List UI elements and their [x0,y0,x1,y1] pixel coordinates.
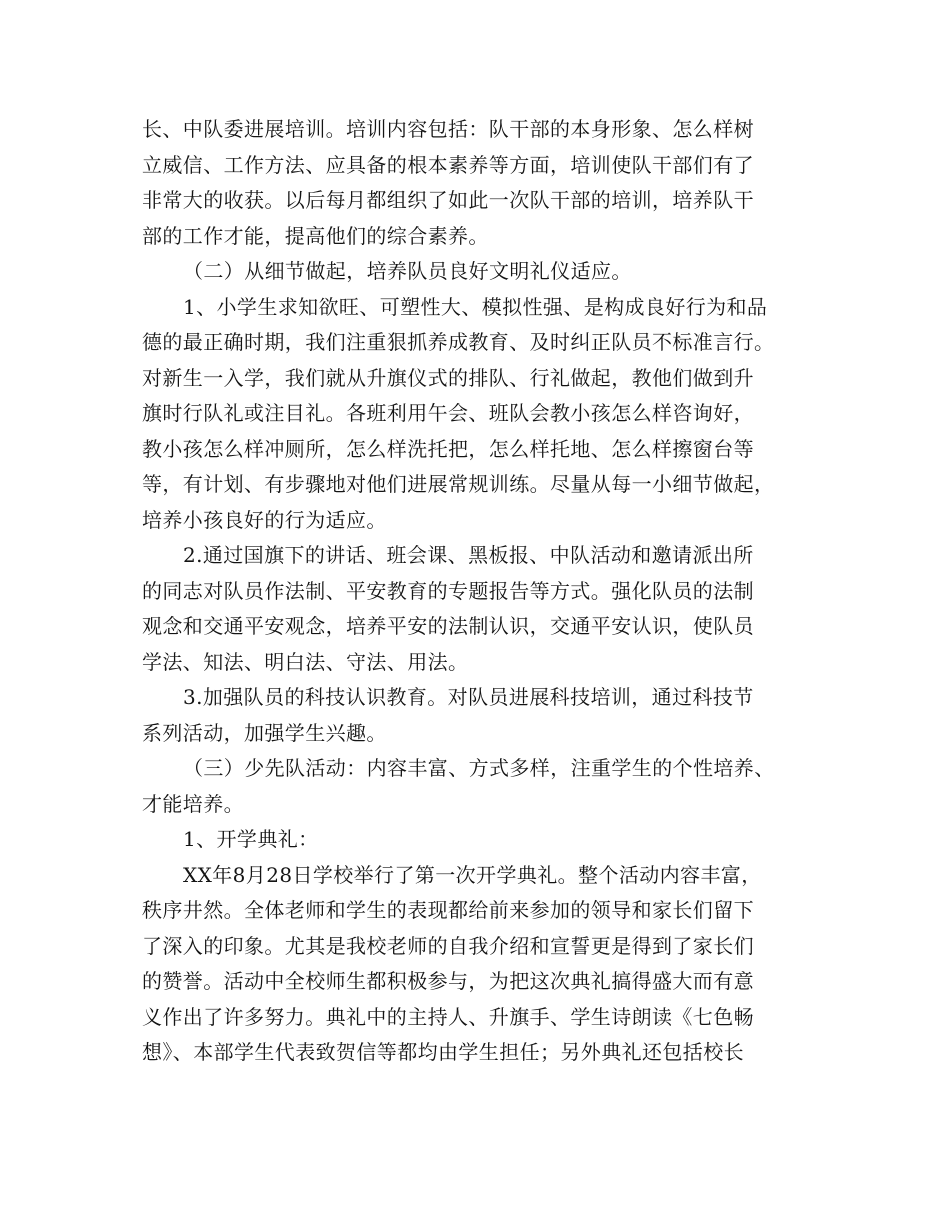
document-body [142,112,814,1071]
document-line: 培养小孩良好的行为适应。 [142,507,387,532]
document-line: 立威信、工作方法、应具备的根本素养等方面，培训使队干部们有了 [142,152,754,177]
document-line: XX年8月28日学校举行了第一次开学典礼。整个活动内容丰富， [183,862,762,887]
document-line: （二）从细节做起，培养队员良好文明礼仪适应。 [183,259,632,283]
document-line: 学法、知法、明白法、守法、用法。 [142,649,469,674]
document-line: 了深入的印象。尤其是我校老师的自我介绍和宣誓更是得到了家长们 [142,933,754,958]
document-line: 对新生一入学，我们就从升旗仪式的排队、行礼做起，教他们做到升 [142,365,754,390]
document-line: 的赞誉。活动中全校师生都积极参与，为把这次典礼搞得盛大而有意 [142,969,754,993]
document-line: 义作出了许多努力。典礼中的主持人、升旗手、学生诗朗读《七色畅 [142,1004,754,1029]
document-line: 系列活动，加强学生兴趣。 [142,720,387,745]
document-line: 1、开学典礼： [183,827,319,851]
document-line: 3.加强队员的科技认识教育。对队员进展科技培训，通过科技节 [183,685,754,709]
document-line: 1、小学生求知欲旺、可塑性大、模拟性强、是构成良好行为和品 [183,294,768,319]
document-line: 德的最正确时期，我们注重狠抓养成教育、及时纠正队员不标准言行。 [142,330,775,354]
document-line: 旗时行队礼或注目礼。各班利用午会、班队会教小孩怎么样咨询好， [142,401,754,425]
document-line: 才能培养。 [142,791,244,816]
document-line: 秩序井然。全体老师和学生的表现都给前来参加的领导和家长们留下 [142,898,754,922]
document-line: 等，有计划、有步骤地对他们进展常规训练。尽量从每一小细节做起， [142,472,775,496]
document-line: 长、中队委进展培训。培训内容包括：队干部的本身形象、怎么样树 [142,117,754,141]
document-line: 想》、本部学生代表致贺信等都均由学生担任；另外典礼还包括校长 [142,1040,744,1064]
document-line: 教小孩怎么样冲厕所，怎么样洗托把，怎么样托地、怎么样擦窗台等 [142,436,754,461]
document-line: 非常大的收获。以后每月都组织了如此一次队干部的培训，培养队干 [142,188,754,212]
document-line: 2.通过国旗下的讲话、班会课、黑板报、中队活动和邀请派出所 [183,543,754,567]
document-line: 观念和交通平安观念，培养平安的法制认识，交通平安认识，使队员 [142,614,754,638]
document-line: 的同志对队员作法制、平安教育的专题报告等方式。强化队员的法制 [142,578,754,603]
document-line: （三）少先队活动：内容丰富、方式多样，注重学生的个性培养、 [183,756,775,780]
document-line: 部的工作才能，提高他们的综合素养。 [142,223,489,248]
